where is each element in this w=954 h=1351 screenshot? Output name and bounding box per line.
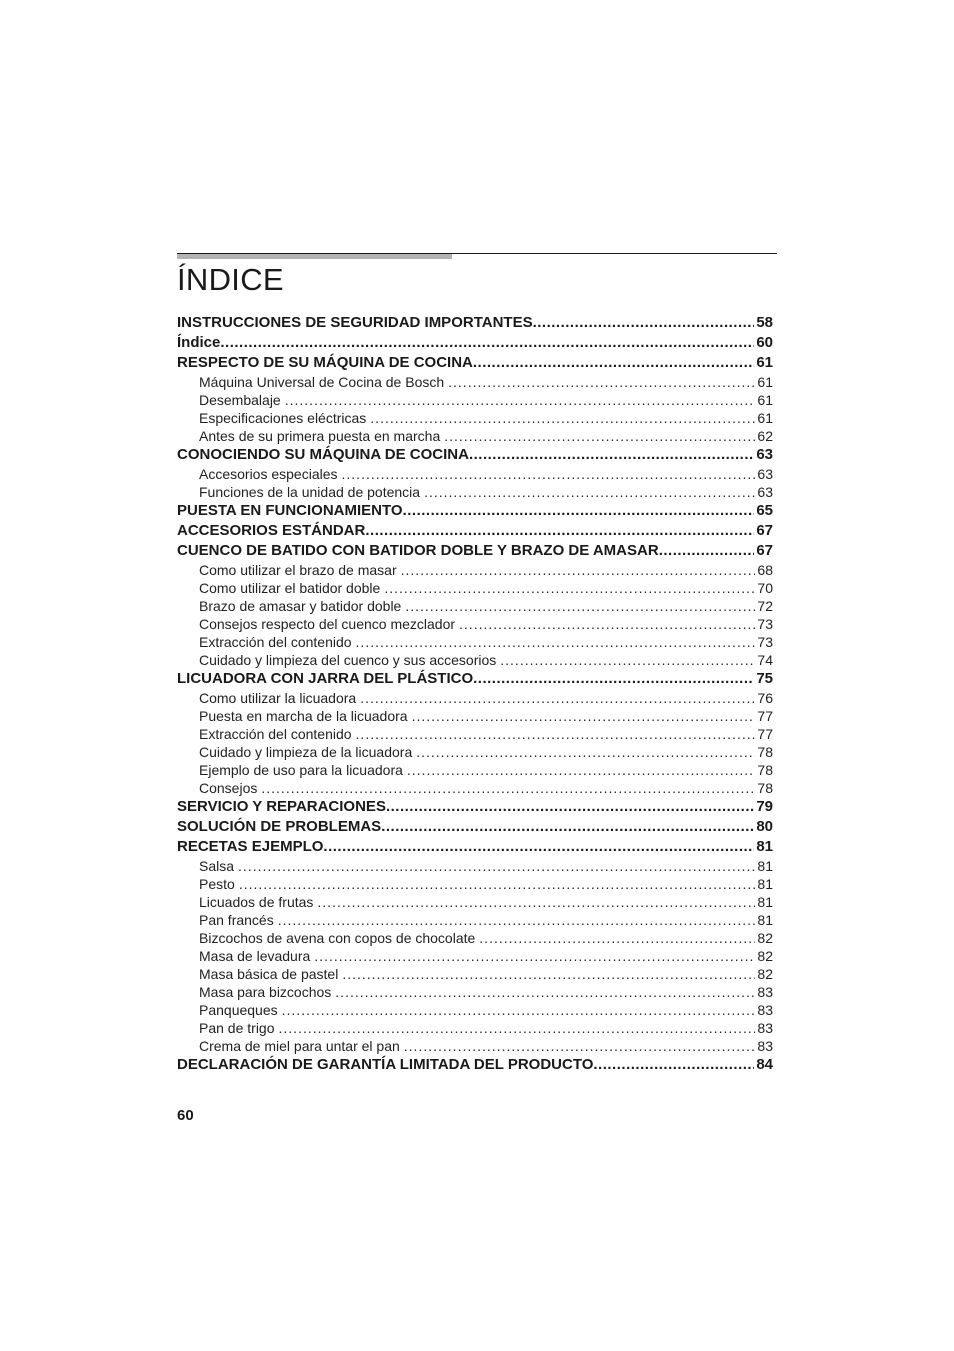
toc-entry-label: Consejos respecto del cuenco mezclador — [199, 616, 456, 632]
header-rule — [177, 253, 777, 259]
toc-entry-page: 81 — [756, 838, 773, 855]
toc-entry-page: 75 — [756, 670, 773, 687]
toc-entry-label: PUESTA EN FUNCIONAMIENTO — [177, 502, 403, 519]
toc-dot-leader — [403, 501, 755, 521]
header-rule-line — [177, 253, 777, 254]
toc-entry-page: 79 — [756, 798, 773, 815]
toc-subsection-entry[interactable] — [177, 1001, 773, 1019]
toc-dot-leader — [220, 333, 754, 353]
toc-dot-leader — [335, 983, 755, 1001]
toc-entry-page: 62 — [757, 428, 773, 444]
toc-entry-label: Panqueques — [199, 1002, 278, 1018]
page-title: ÍNDICE — [177, 262, 284, 297]
toc-subsection-entry[interactable] — [177, 911, 773, 929]
toc-dot-leader — [401, 561, 756, 579]
toc-entry-label: Ejemplo de uso para la licuadora — [199, 762, 403, 778]
toc-entry-label: Masa para bizcochos — [199, 984, 332, 1000]
toc-entry-page: 78 — [757, 762, 773, 778]
toc-section-entry[interactable] — [177, 1055, 773, 1075]
toc-subsection-entry[interactable] — [177, 597, 773, 615]
toc-entry-label: CUENCO DE BATIDO CON BATIDOR DOBLE Y BRAZO DE AMASAR — [177, 542, 659, 559]
toc-dot-leader — [342, 965, 755, 983]
toc-section-entry[interactable] — [177, 797, 773, 817]
toc-dot-leader — [386, 797, 754, 817]
toc-entry-label: DECLARACIÓN DE GARANTÍA LIMITADA DEL PRODUCTO — [177, 1056, 594, 1073]
toc-entry-label: Cuidado y limpieza del cuenco y sus accesorios — [199, 652, 497, 668]
toc-dot-leader — [593, 1055, 754, 1075]
toc-entry-page: 63 — [757, 466, 773, 482]
toc-dot-leader — [323, 837, 754, 857]
toc-dot-leader — [285, 391, 756, 409]
toc-entry-label: Pesto — [199, 876, 235, 892]
toc-entry-page: 61 — [757, 410, 773, 426]
toc-entry-page: 73 — [757, 634, 773, 650]
toc-entry-label: Masa básica de pastel — [199, 966, 339, 982]
toc-entry-label: Salsa — [199, 858, 235, 874]
toc-entry-page: 83 — [757, 1002, 773, 1018]
toc-entry-label: SERVICIO Y REPARACIONES — [177, 798, 386, 815]
toc-entry-page: 83 — [757, 1038, 773, 1054]
toc-entry-label: Consejos — [199, 780, 258, 796]
toc-subsection-entry[interactable] — [177, 857, 773, 875]
toc-dot-leader — [416, 743, 755, 761]
toc-subsection-entry[interactable] — [177, 561, 773, 579]
toc-dot-leader — [405, 597, 755, 615]
toc-entry-page: 84 — [756, 1056, 773, 1073]
toc-entry-page: 82 — [757, 948, 773, 964]
toc-entry-label: Especificaciones eléctricas — [199, 410, 367, 426]
toc-entry-page: 70 — [757, 580, 773, 596]
toc-dot-leader — [370, 409, 755, 427]
toc-entry-page: 82 — [757, 930, 773, 946]
toc-subsection-entry[interactable] — [177, 875, 773, 893]
toc-entry-page: 58 — [756, 314, 773, 331]
toc-dot-leader — [444, 427, 755, 445]
toc-entry-page: 81 — [757, 858, 773, 874]
toc-entry-label: Puesta en marcha de la licuadora — [199, 708, 408, 724]
toc-entry-page: 72 — [757, 598, 773, 614]
toc-dot-leader — [412, 707, 756, 725]
toc-entry-label: Como utilizar el brazo de masar — [199, 562, 397, 578]
toc-subsection-entry[interactable] — [177, 947, 773, 965]
toc-dot-leader — [500, 651, 755, 669]
toc-section-entry[interactable] — [177, 521, 773, 541]
toc-section-entry[interactable] — [177, 353, 773, 373]
toc-dot-leader — [238, 857, 755, 875]
toc-dot-leader — [424, 483, 755, 501]
toc-subsection-entry[interactable] — [177, 633, 773, 651]
toc-entry-page: 61 — [756, 354, 773, 371]
toc-entry-page: 83 — [757, 1020, 773, 1036]
toc-entry-page: 61 — [757, 374, 773, 390]
toc-subsection-entry[interactable] — [177, 707, 773, 725]
toc-entry-page: 83 — [757, 984, 773, 1000]
toc-entry-label: RECETAS EJEMPLO — [177, 838, 324, 855]
toc-entry-label: Pan de trigo — [199, 1020, 275, 1036]
toc-entry-label: Pan francés — [199, 912, 274, 928]
toc-subsection-entry[interactable] — [177, 483, 773, 501]
toc-dot-leader — [261, 779, 755, 797]
toc-entry-label: Extracción del contenido — [199, 726, 352, 742]
toc-dot-leader — [473, 669, 754, 689]
toc-entry-label: Cuidado y limpieza de la licuadora — [199, 744, 413, 760]
toc-entry-label: LICUADORA CON JARRA DEL PLÁSTICO — [177, 670, 474, 687]
toc-entry-label: Crema de miel para untar el pan — [199, 1038, 400, 1054]
toc-entry-page: 61 — [757, 392, 773, 408]
toc-entry-page: 67 — [756, 522, 773, 539]
toc-entry-page: 81 — [757, 876, 773, 892]
toc-section-entry[interactable] — [177, 501, 773, 521]
toc-subsection-entry[interactable] — [177, 373, 773, 391]
toc-dot-leader — [365, 521, 754, 541]
toc-subsection-entry[interactable] — [177, 391, 773, 409]
toc-section-entry[interactable] — [177, 541, 773, 561]
toc-entry-page: 74 — [757, 652, 773, 668]
toc-entry-page: 77 — [757, 726, 773, 742]
toc-entry-page: 77 — [757, 708, 773, 724]
toc-subsection-entry[interactable] — [177, 409, 773, 427]
toc-entry-page: 81 — [757, 912, 773, 928]
toc-dot-leader — [448, 373, 755, 391]
toc-section-entry[interactable] — [177, 445, 773, 465]
toc-entry-page: 68 — [757, 562, 773, 578]
toc-dot-leader — [473, 353, 754, 373]
toc-section-entry[interactable] — [177, 669, 773, 689]
table-of-contents — [177, 313, 773, 1075]
toc-entry-page: 78 — [757, 780, 773, 796]
toc-dot-leader — [459, 615, 755, 633]
toc-dot-leader — [356, 725, 756, 743]
toc-entry-label: INSTRUCCIONES DE SEGURIDAD IMPORTANTES — [177, 314, 533, 331]
toc-subsection-entry[interactable] — [177, 725, 773, 743]
toc-subsection-entry[interactable] — [177, 1019, 773, 1037]
toc-entry-page: 63 — [756, 446, 773, 463]
toc-dot-leader — [360, 689, 755, 707]
toc-dot-leader — [279, 1019, 756, 1037]
toc-entry-label: Licuados de frutas — [199, 894, 314, 910]
toc-dot-leader — [356, 633, 756, 651]
toc-dot-leader — [404, 1037, 756, 1055]
page-number: 60 — [177, 1107, 194, 1124]
toc-subsection-entry[interactable] — [177, 761, 773, 779]
toc-entry-label: Índice — [177, 334, 221, 351]
toc-entry-label: Antes de su primera puesta en marcha — [199, 428, 441, 444]
toc-entry-label: Masa de levadura — [199, 948, 311, 964]
toc-subsection-entry[interactable] — [177, 689, 773, 707]
toc-entry-label: SOLUCIÓN DE PROBLEMAS — [177, 818, 382, 835]
toc-subsection-entry[interactable] — [177, 579, 773, 597]
toc-dot-leader — [317, 893, 755, 911]
toc-dot-leader — [479, 929, 755, 947]
toc-subsection-entry[interactable] — [177, 779, 773, 797]
toc-entry-label: Máquina Universal de Cocina de Bosch — [199, 374, 445, 390]
toc-subsection-entry[interactable] — [177, 465, 773, 483]
toc-entry-page: 73 — [757, 616, 773, 632]
toc-subsection-entry[interactable] — [177, 983, 773, 1001]
toc-entry-label: Como utilizar el batidor doble — [199, 580, 381, 596]
toc-subsection-entry[interactable] — [177, 615, 773, 633]
toc-subsection-entry[interactable] — [177, 651, 773, 669]
toc-dot-leader — [407, 761, 756, 779]
toc-entry-page: 78 — [757, 744, 773, 760]
toc-subsection-entry[interactable] — [177, 1037, 773, 1055]
toc-subsection-entry[interactable] — [177, 743, 773, 761]
toc-entry-page: 76 — [757, 690, 773, 706]
toc-dot-leader — [342, 465, 756, 483]
toc-dot-leader — [469, 445, 754, 465]
toc-section-entry[interactable] — [177, 817, 773, 837]
toc-dot-leader — [314, 947, 755, 965]
toc-dot-leader — [239, 875, 756, 893]
toc-entry-page: 81 — [757, 894, 773, 910]
toc-entry-page: 63 — [757, 484, 773, 500]
toc-entry-label: Como utilizar la licuadora — [199, 690, 357, 706]
toc-dot-leader — [278, 911, 756, 929]
toc-subsection-entry[interactable] — [177, 965, 773, 983]
toc-dot-leader — [381, 817, 754, 837]
toc-section-entry[interactable] — [177, 333, 773, 353]
toc-dot-leader — [384, 579, 755, 597]
toc-entry-page: 67 — [756, 542, 773, 559]
toc-entry-label: Bizcochos de avena con copos de chocolate — [199, 930, 476, 946]
toc-entry-page: 60 — [756, 334, 773, 351]
toc-entry-page: 80 — [756, 818, 773, 835]
toc-section-entry[interactable] — [177, 313, 773, 333]
toc-subsection-entry[interactable] — [177, 893, 773, 911]
toc-subsection-entry[interactable] — [177, 427, 773, 445]
toc-entry-page: 82 — [757, 966, 773, 982]
toc-entry-label: RESPECTO DE SU MÁQUINA DE COCINA — [177, 354, 473, 371]
toc-entry-label: ACCESORIOS ESTÁNDAR — [177, 522, 366, 539]
toc-entry-label: Funciones de la unidad de potencia — [199, 484, 421, 500]
toc-dot-leader — [282, 1001, 756, 1019]
toc-entry-label: CONOCIENDO SU MÁQUINA DE COCINA — [177, 446, 469, 463]
toc-entry-label: Extracción del contenido — [199, 634, 352, 650]
toc-entry-label: Accesorios especiales — [199, 466, 338, 482]
toc-entry-label: Brazo de amasar y batidor doble — [199, 598, 402, 614]
toc-section-entry[interactable] — [177, 837, 773, 857]
toc-entry-label: Desembalaje — [199, 392, 281, 408]
toc-dot-leader — [533, 313, 755, 333]
toc-subsection-entry[interactable] — [177, 929, 773, 947]
toc-dot-leader — [659, 541, 755, 561]
toc-entry-page: 65 — [756, 502, 773, 519]
